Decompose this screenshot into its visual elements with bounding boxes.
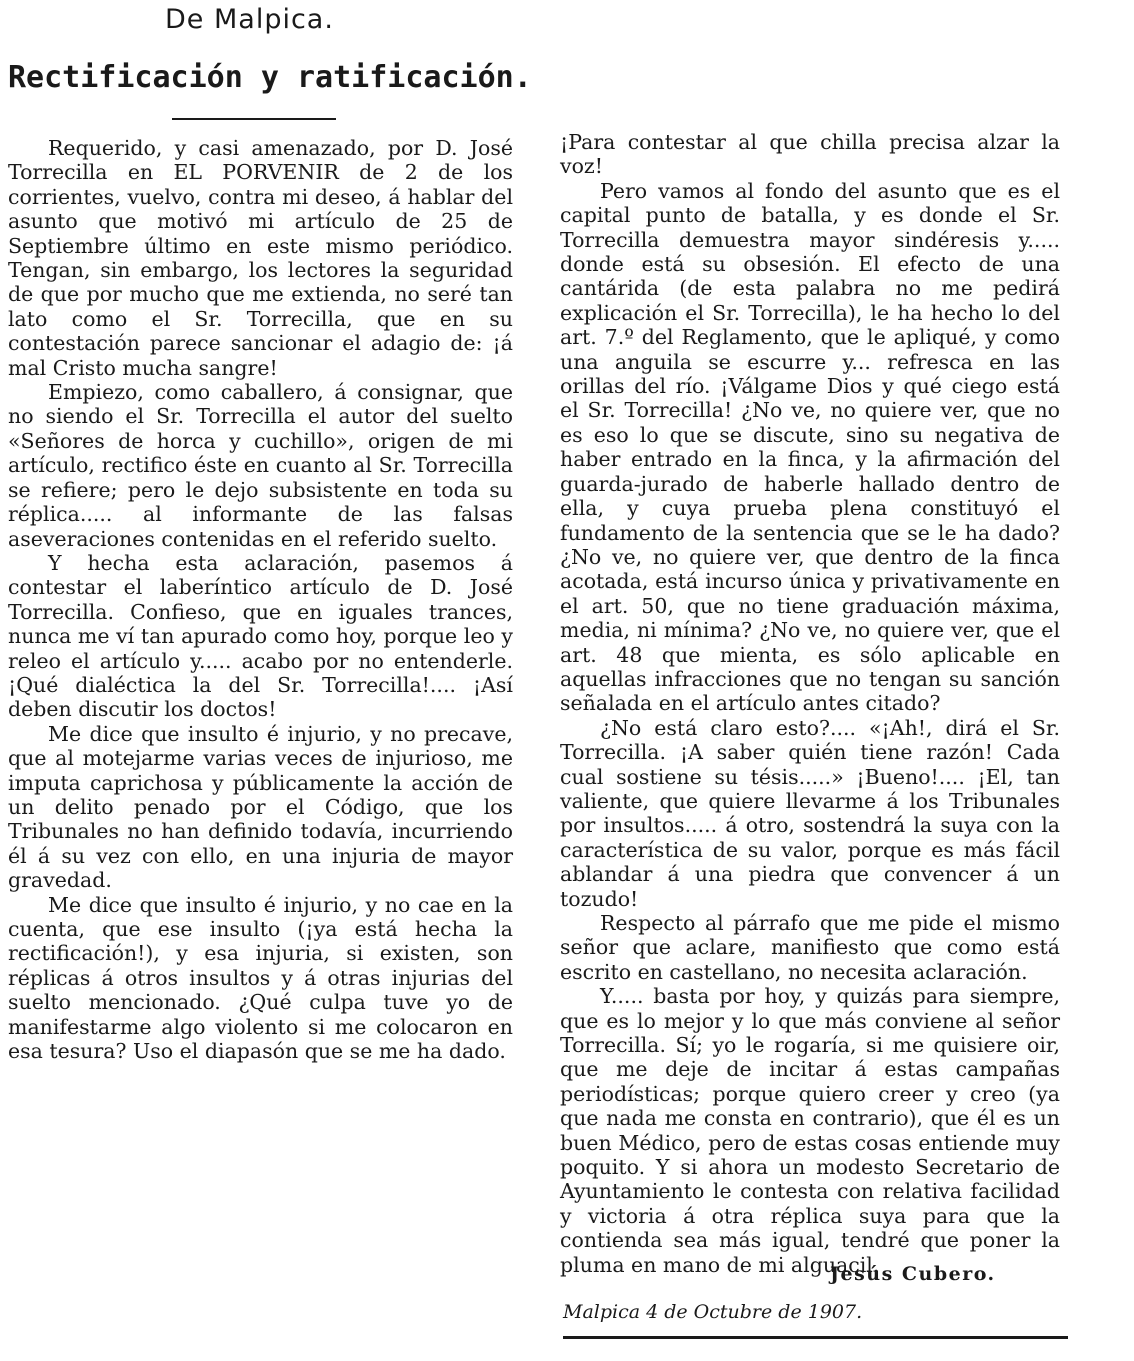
right-column [560, 130, 1060, 1277]
section-heading: De Malpica. [165, 4, 334, 35]
paragraph: Respecto al párrafo que me pide el mismo señor que aclare, manifiesto que como está escrito en castellano, no necesita aclaración. [560, 911, 1060, 984]
paragraph: Me dice que insulto é injurio, y no cae en la cuenta, que ese insulto (¡ya está hecha la rectificación!), y esa injuria, si existen, son réplicas á otros insultos y á otras injurias del suelto mencionado. ¿Qué culpa tuve yo de manifestarme algo violento si me colocaron en esa tesura? Uso el diapasón que se me ha dado. [8, 892, 513, 1064]
paragraph: Empiezo, como caballero, á consignar, que no siendo el Sr. Torrecilla el autor del suelto «Señores de horca y cuchillo», origen de mi artículo, rectifico éste en cuanto al Sr. Torrecilla se refiere; pero le dejo subsistente en toda su réplica..... al informante de las falsas aseveraciones contenidas en el referido suelto. [8, 380, 513, 551]
paragraph: Y hecha esta aclaración, pasemos á contestar el laberíntico artículo de D. José Torrecilla. Confieso, que en iguales trances, nunca me ví tan apurado como hoy, porque leo y releo el artículo y..... acabo por no entenderle. ¡Qué dialéctica la del Sr. Torrecilla!.... ¡Así deben discutir los doctos! [8, 550, 513, 722]
author-signature: Jesús Cubero. [830, 1263, 996, 1285]
left-column [8, 136, 513, 1063]
paragraph: ¿No está claro esto?.... «¡Ah!, dirá el Sr. Torrecilla. ¡A saber quién tiene razón! Cada cual sostiene su tésis.....» ¡Bueno!.... ¡El, tan valiente, que quiere llevarme á los Tribunales por insultos..... á otro, sostendrá la suya con la característica de su valor, porque es más fácil ablandar á una piedra que convencer á un tozudo! [560, 715, 1060, 911]
bottom-divider [563, 1336, 1068, 1339]
title-divider [172, 118, 336, 120]
paragraph: Requerido, y casi amenazado, por D. José Torrecilla en EL PORVENIR de 2 de los corrientes, vuelvo, contra mi deseo, á hablar del asunto que motivó mi artículo de 25 de Septiembre último en este mismo periódico. Tengan, sin embargo, los lectores la seguridad de que por mucho que me extienda, no seré tan lato como el Sr. Torrecilla, que en su contestación parece sancionar el adagio de: ¡á mal Cristo mucha sangre! [8, 136, 513, 380]
paragraph: ¡Para contestar al que chilla precisa alzar la voz! [560, 130, 1060, 179]
paragraph: Me dice que insulto é injurio, y no precave, que al motejarme varias veces de injurioso, me imputa caprichosa y públicamente la acción de un delito penado por el Código, que los Tribunales no han definido todavía, incurriendo él á su vez con ello, en una injuria de mayor gravedad. [8, 721, 513, 893]
dateline: Malpica 4 de Octubre de 1907. [563, 1301, 863, 1323]
paragraph: Pero vamos al fondo del asunto que es el capital punto de batalla, y es donde el Sr. Torrecilla demuestra mayor sindéresis y..... donde está su obsesión. El efecto de una cantárida (de esta palabra no me pedirá explicación el Sr. Torrecilla), le ha hecho lo del art. 7.º del Reglamento, que le apliqué, y como una anguila se escurre y... refresca en las orillas del río. ¡Válgame Dios y qué ciego está el Sr. Torrecilla! ¿No ve, no quiere ver, que no es eso lo que se discute, sino su negativa de haber entrado en la finca, y la afirmación del guarda-jurado de haberle hallado dentro de ella, y cuya prueba plena constituyó el fundamento de la sentencia que se le ha dado? ¿No ve, no quiere ver, que dentro de la finca acotada, está incurso única y privativamente en el art. 50, que no tiene graduación máxima, media, ni mínima? ¿No ve, no quiere ver, que el art. 48 que mienta, es sólo aplicable en aquellas infracciones que no tengan su sanción señalada en el artículo antes citado? [560, 178, 1060, 716]
paragraph: Y..... basta por hoy, y quizás para siempre, que es lo mejor y lo que más conviene al señor Torrecilla. Sí; yo le rogaría, si me quisiere oir, que me deje de incitar á estas campañas periodísticas; porque quiero creer y creo (ya que nada me consta en contrario), que él es un buen Médico, pero de estas cosas entiende muy poquito. Y si ahora un modesto Secretario de Ayuntamiento le contesta con relativa facilidad y victoria á otra réplica suya para que la contienda sea más igual, tendré que poner la pluma en mano de mi alguacil. [560, 984, 1060, 1277]
article-title: Rectificación y ratificación. [8, 60, 532, 95]
